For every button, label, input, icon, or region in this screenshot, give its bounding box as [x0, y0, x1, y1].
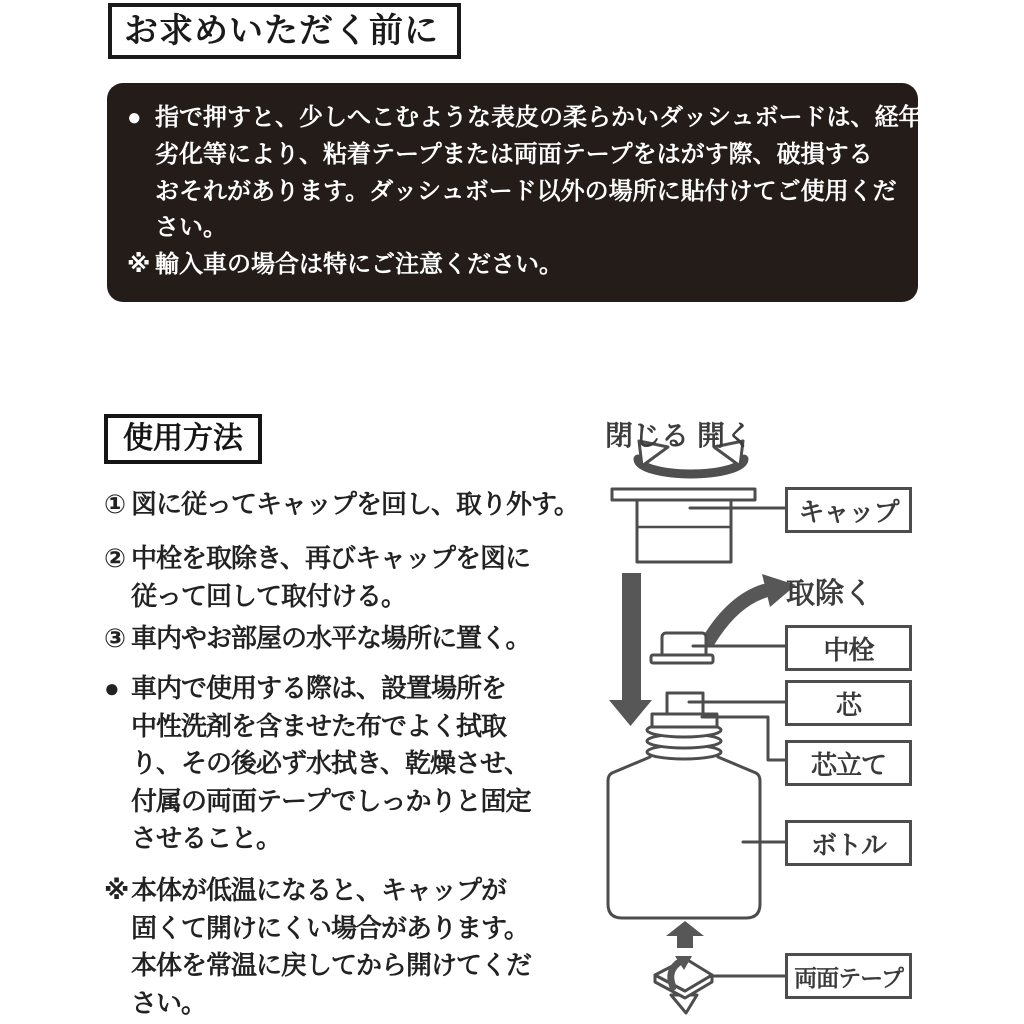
usage-instructions: [104, 486, 584, 1024]
pre-purchase-title: お求めいただく前に: [108, 3, 461, 59]
usage-step-3: [104, 620, 530, 658]
warning-line: さい。: [155, 214, 227, 242]
part-label-bottle: ボトル: [785, 820, 912, 866]
inner-stopper-shape: [651, 633, 713, 663]
usage-title: 使用方法: [104, 414, 262, 464]
warning-item: [127, 100, 923, 247]
note-marker: ※: [127, 251, 151, 279]
remove-arrow-icon: [709, 574, 796, 640]
warning-line: 指で押すと、少しへこむような表皮の柔らかいダッシュボードは、経年: [155, 104, 923, 131]
usage-note-car: [104, 670, 530, 858]
cap-shape: [612, 489, 755, 562]
note-line: さい。: [131, 987, 207, 1018]
step-line: 図に従ってキャップを回し、取り外す。: [131, 489, 579, 519]
note-line: させること。: [131, 823, 282, 853]
note-line: 本体を常温に戻してから開けてくだ: [131, 950, 532, 980]
bottle-shape: [608, 757, 760, 918]
step-number: ③: [104, 623, 127, 653]
warning-line: 劣化等により、粘着テープまたは両面テープをはがす際、破損する: [155, 140, 873, 168]
up-arrow-icon: [666, 921, 704, 948]
note-marker: ※: [104, 875, 130, 905]
bullet-marker: ●: [127, 104, 142, 131]
step-line: 従って回して取付ける。: [131, 580, 407, 611]
part-label-cap: キャップ: [785, 487, 912, 533]
warning-item: [127, 247, 906, 284]
note-line: 本体が低温になると、キャップが: [131, 875, 507, 905]
usage-step-2: [104, 540, 530, 615]
part-label-tape: 両面テープ: [785, 953, 912, 999]
note-line: 車内で使用する際は、設置場所を: [131, 673, 507, 703]
warning-panel: [107, 83, 923, 302]
part-label-inner-stopper: 中栓: [785, 625, 912, 671]
step-line: 中栓を取除き、再びキャップを図に: [131, 543, 530, 573]
step-line: 車内やお部屋の水平な場所に置く。: [131, 623, 531, 653]
remove-label: 取除く: [786, 578, 874, 610]
note-line: 固くて開けにくい場合があります。: [131, 912, 529, 943]
note-line: り、その後必ず水拭き、乾燥させ、: [131, 748, 530, 778]
warning-line: 輸入車の場合は特にご注意ください。: [155, 251, 563, 279]
warning-line: おそれがあります。ダッシュボード以外の場所に貼付けてご使用くだ: [155, 177, 897, 205]
step-number: ②: [104, 543, 127, 573]
down-arrow-icon: [609, 573, 652, 726]
step-number: ①: [104, 489, 127, 519]
rotate-open-label: 開く: [697, 420, 754, 451]
tape-icon: [655, 956, 712, 1013]
part-label-wick-stand: 芯立て: [785, 740, 912, 786]
note-line: 中性洗剤を含ませた布でよく拭取: [131, 710, 507, 741]
bullet-marker: ●: [104, 673, 120, 703]
note-line: 付属の両面テープでしっかりと固定: [131, 785, 531, 816]
usage-note-cold: [104, 872, 531, 1022]
part-label-wick: 芯: [785, 680, 912, 726]
rotate-close-label: 閉じる: [605, 420, 690, 451]
usage-step-1: [104, 486, 579, 524]
